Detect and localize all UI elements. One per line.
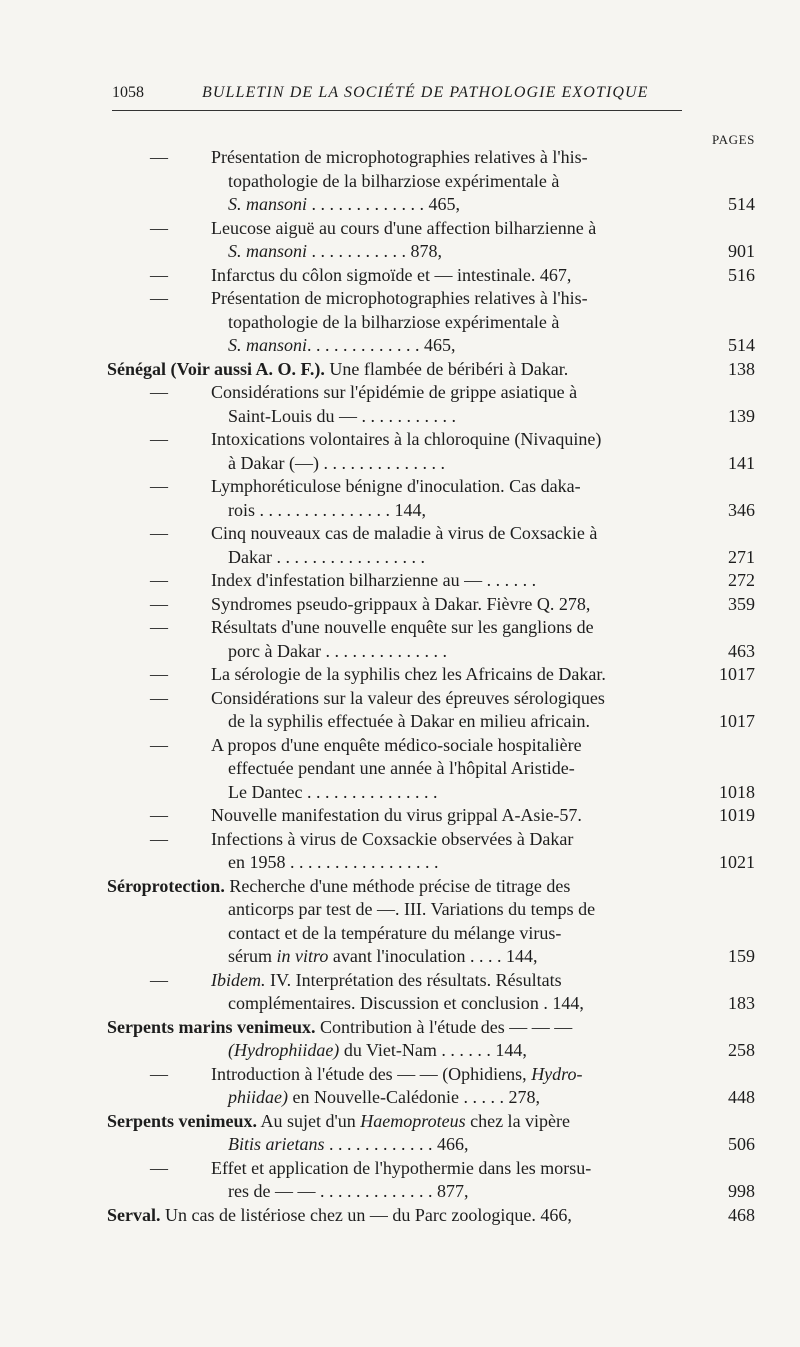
page-reference: 448 <box>728 1087 755 1107</box>
ditto-dash: — <box>150 664 168 684</box>
entry-line <box>0 828 800 852</box>
page-reference: 258 <box>728 1040 755 1060</box>
index-entry <box>0 734 800 805</box>
entry-text: S. mansoni . . . . . . . . . . . 878, <box>228 241 443 261</box>
page-reference: 272 <box>728 570 755 590</box>
entry-text: Résultats d'une nouvelle enquête sur les ganglions de <box>211 617 594 637</box>
entry-line <box>0 287 800 311</box>
entry-line <box>0 381 800 405</box>
entry-line <box>0 687 800 711</box>
entry-text: topathologie de la bilharziose expérimentale à <box>228 311 560 332</box>
page-reference: 1021 <box>719 852 755 872</box>
entry-line <box>0 851 800 875</box>
index-entry <box>0 146 800 217</box>
entry-text: Leucose aiguë au cours d'une affection bilharzienne à <box>211 217 597 238</box>
entry-line <box>0 452 800 476</box>
entry-text: Saint-Louis du — . . . . . . . . . . . <box>228 405 456 426</box>
ditto-dash: — <box>150 1157 168 1178</box>
entry-line <box>0 1133 800 1157</box>
ditto-dash: — <box>150 687 168 708</box>
entry-line <box>0 616 800 640</box>
ditto-dash: — <box>150 429 168 449</box>
entry-line <box>0 475 800 499</box>
entry-text: Intoxications volontaires à la chloroquine (Nivaquine) <box>211 429 602 449</box>
pages-column-label: PAGES <box>712 132 755 147</box>
entry-line <box>0 1039 800 1063</box>
entry-line <box>0 1180 800 1204</box>
page-header <box>112 84 682 106</box>
entry-text: Bitis arietans . . . . . . . . . . . . 466, <box>228 1134 469 1154</box>
entry-line <box>0 1204 800 1228</box>
entry-line <box>0 428 800 452</box>
entry-text: Ibidem. IV. Interprétation des résultats. Résultats <box>211 969 562 990</box>
index-entry <box>0 875 800 969</box>
page-reference: 138 <box>728 358 755 379</box>
index-entry <box>0 1016 800 1063</box>
entry-text: phiidae) en Nouvelle-Calédonie . . . . . 278, <box>228 1087 540 1107</box>
entry-line <box>0 992 800 1016</box>
page-reference: 359 <box>728 593 755 614</box>
entry-line <box>0 170 800 194</box>
index-entry <box>0 358 800 382</box>
entry-line <box>0 193 800 217</box>
entry-line <box>0 757 800 781</box>
entry-line <box>0 945 800 969</box>
entry-line <box>0 240 800 264</box>
page-reference: 271 <box>728 546 755 567</box>
entry-line <box>0 522 800 546</box>
entry-text: anticorps par test de —. III. Variations du temps de <box>228 899 596 919</box>
entry-line <box>0 922 800 946</box>
entry-text: S. mansoni . . . . . . . . . . . . . 465, <box>228 194 461 214</box>
entry-text: Le Dantec . . . . . . . . . . . . . . . <box>228 781 438 802</box>
entry-text: Serpents marins venimeux. Contribution à l'étude des — — — <box>107 1016 573 1037</box>
page-reference: 139 <box>728 405 755 426</box>
ditto-dash: — <box>150 217 168 238</box>
entry-line <box>0 358 800 382</box>
page-reference: 463 <box>728 640 755 661</box>
ditto-dash: — <box>150 828 168 849</box>
page-number: 1058 <box>112 84 144 101</box>
running-title: BULLETIN DE LA SOCIÉTÉ DE PATHOLOGIE EXOTIQUE <box>202 84 649 101</box>
entry-text: Index d'infestation bilharzienne au — . . . . . . <box>211 570 537 590</box>
entry-text: Infarctus du côlon sigmoïde et — intestinale. 467, <box>211 264 572 285</box>
index-entry <box>0 1063 800 1110</box>
entry-line <box>0 546 800 570</box>
entry-line <box>0 1157 800 1181</box>
entry-text: en 1958 . . . . . . . . . . . . . . . . . <box>228 852 439 872</box>
entry-line <box>0 781 800 805</box>
entry-text: Séroprotection. Recherche d'une méthode précise de titrage des <box>107 875 571 896</box>
ditto-dash: — <box>150 288 168 308</box>
header-rule <box>112 110 682 111</box>
entry-text: effectuée pendant une année à l'hôpital Aristide- <box>228 758 575 778</box>
page-reference: 1019 <box>719 805 755 825</box>
index-entry <box>0 969 800 1016</box>
entry-text: (Hydrophiidae) du Viet-Nam . . . . . . 144, <box>228 1040 527 1060</box>
page-reference: 506 <box>728 1134 755 1154</box>
entry-text: complémentaires. Discussion et conclusion . 144, <box>228 993 584 1013</box>
entry-line <box>0 569 800 593</box>
entry-keyword: Serpents venimeux. <box>107 1110 257 1131</box>
entry-line <box>0 640 800 664</box>
entry-text: A propos d'une enquête médico-sociale hospitalière <box>211 734 582 755</box>
entry-text: à Dakar (—) . . . . . . . . . . . . . . <box>228 452 445 473</box>
page-reference: 901 <box>728 241 755 261</box>
entry-text: porc à Dakar . . . . . . . . . . . . . . <box>228 640 447 661</box>
entry-text: Serpents venimeux. Au sujet d'un Haemoproteus chez la vipère <box>107 1110 571 1131</box>
page-reference: 514 <box>728 335 755 355</box>
entry-text: Considérations sur la valeur des épreuves sérologiques <box>211 687 605 708</box>
ditto-dash: — <box>150 734 168 755</box>
entry-line <box>0 146 800 170</box>
index-entry <box>0 569 800 593</box>
entry-text: rois . . . . . . . . . . . . . . . 144, <box>228 499 426 520</box>
entry-text: Lymphoréticulose bénigne d'inoculation. Cas daka- <box>211 476 581 496</box>
entry-text: Présentation de microphotographies relatives à l'his- <box>211 147 588 167</box>
page-reference: 468 <box>728 1204 755 1225</box>
ditto-dash: — <box>150 805 168 825</box>
entry-line <box>0 898 800 922</box>
page-reference: 346 <box>728 499 755 520</box>
index-entry <box>0 1204 800 1228</box>
entry-line <box>0 710 800 734</box>
entry-text: res de — — . . . . . . . . . . . . . 877, <box>228 1181 469 1201</box>
index-entry <box>0 828 800 875</box>
ditto-dash: — <box>150 523 168 543</box>
entry-text: Considérations sur l'épidémie de grippe asiatique à <box>211 382 578 402</box>
index-entry <box>0 1110 800 1157</box>
page-reference: 183 <box>728 993 755 1013</box>
entry-line <box>0 264 800 288</box>
entry-text: topathologie de la bilharziose expérimentale à <box>228 170 560 191</box>
entry-line <box>0 311 800 335</box>
entry-text: La sérologie de la syphilis chez les Africains de Dakar. <box>211 664 606 684</box>
entry-text: Infections à virus de Coxsackie observées à Dakar <box>211 828 574 849</box>
entry-text: Serval. Un cas de listériose chez un — du Parc zoologique. 466, <box>107 1204 572 1225</box>
entry-text: de la syphilis effectuée à Dakar en milieu africain. <box>228 711 591 731</box>
entry-line <box>0 499 800 523</box>
entry-text: Syndromes pseudo-grippaux à Dakar. Fièvre Q. 278, <box>211 593 591 614</box>
entry-line <box>0 1110 800 1134</box>
entry-keyword: Serpents marins venimeux. <box>107 1016 316 1037</box>
entry-text: Présentation de microphotographies relatives à l'his- <box>211 288 588 308</box>
entry-text: Effet et application de l'hypothermie dans les morsu- <box>211 1157 592 1178</box>
page-reference: 998 <box>728 1181 755 1201</box>
entry-line <box>0 875 800 899</box>
entry-line <box>0 663 800 687</box>
entry-text: Dakar . . . . . . . . . . . . . . . . . <box>228 546 425 567</box>
ditto-dash: — <box>150 476 168 496</box>
entry-line <box>0 734 800 758</box>
ditto-dash: — <box>150 147 168 167</box>
index-entry <box>0 616 800 663</box>
entry-line <box>0 334 800 358</box>
ditto-dash: — <box>150 969 168 990</box>
entry-line <box>0 593 800 617</box>
index-entry <box>0 264 800 288</box>
page-reference: 516 <box>728 264 755 285</box>
entry-text: Sénégal (Voir aussi A. O. F.). Une flambée de béribéri à Dakar. <box>107 358 569 379</box>
entry-text: Introduction à l'étude des — — (Ophidiens, Hydro- <box>211 1063 583 1084</box>
page-reference: 1017 <box>719 711 755 731</box>
entry-line <box>0 405 800 429</box>
ditto-dash: — <box>150 382 168 402</box>
ditto-dash: — <box>150 617 168 637</box>
entry-text: contact et de la température du mélange virus- <box>228 922 562 943</box>
entry-text: Cinq nouveaux cas de maladie à virus de Coxsackie à <box>211 523 598 543</box>
entry-line <box>0 217 800 241</box>
index-entries <box>0 146 800 1227</box>
index-entry <box>0 804 800 828</box>
index-entry <box>0 522 800 569</box>
page-reference: 141 <box>728 452 755 473</box>
index-entry <box>0 1157 800 1204</box>
page-reference: 514 <box>728 194 755 214</box>
entry-line <box>0 1063 800 1087</box>
index-entry <box>0 593 800 617</box>
entry-line <box>0 1086 800 1110</box>
index-entry <box>0 217 800 264</box>
index-entry <box>0 663 800 687</box>
entry-text: sérum in vitro avant l'inoculation . . . . 144, <box>228 946 538 966</box>
page-reference: 1017 <box>719 664 755 684</box>
page-reference: 159 <box>728 946 755 966</box>
entry-line <box>0 804 800 828</box>
entry-keyword: Sénégal (Voir aussi A. O. F.). <box>107 358 325 379</box>
page-reference: 1018 <box>719 781 755 802</box>
entry-keyword: Serval. <box>107 1204 161 1225</box>
ditto-dash: — <box>150 593 168 614</box>
ditto-dash: — <box>150 570 168 590</box>
index-entry <box>0 687 800 734</box>
index-entry <box>0 287 800 358</box>
entry-text: Nouvelle manifestation du virus grippal A-Asie-57. <box>211 805 582 825</box>
index-entry <box>0 475 800 522</box>
ditto-dash: — <box>150 1063 168 1084</box>
ditto-dash: — <box>150 264 168 285</box>
entry-keyword: Séroprotection. <box>107 875 225 896</box>
entry-text: S. mansoni. . . . . . . . . . . . . 465, <box>228 335 456 355</box>
index-entry <box>0 428 800 475</box>
index-entry <box>0 381 800 428</box>
entry-line <box>0 1016 800 1040</box>
entry-line <box>0 969 800 993</box>
